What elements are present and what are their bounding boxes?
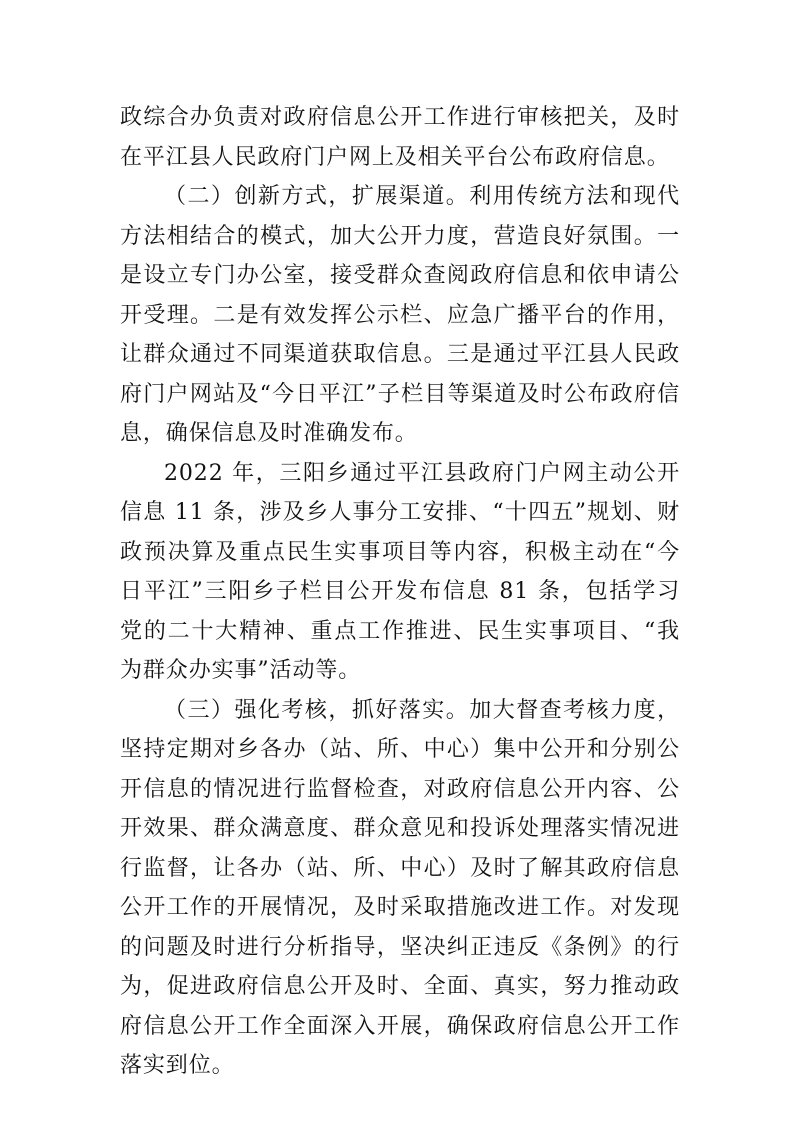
paragraph-2022-statistics: 2022 年，三阳乡通过平江县政府门户网主动公开信息 11 条，涉及乡人事分工安排、“十四五”规划、财政预决算及重点民生实事项目等内容，积极主动在“今日平江”三阳乡子栏目公开发布信息 81 条，包括学习党的二十大精神、重点工作推进、民生实事项目、“我为群众办实事”活动等。 xyxy=(120,460,680,683)
document-body xyxy=(120,98,680,1086)
paragraph-continuation: 政综合办负责对政府信息公开工作进行审核把关，及时在平江县人民政府门户网上及相关平台公布政府信息。 xyxy=(120,105,680,170)
paragraph-section-3-assessment: （三）强化考核，抓好落实。加大督查考核力度，坚持定期对乡各办（站、所、中心）集中公开和分别公开信息的情况进行监督检查，对政府信息公开内容、公开效果、群众满意度、群众意见和投诉处理落实情况进行监督，让各办（站、所、中心）及时了解其政府信息公开工作的开展情况，及时采取措施改进工作。对发现的问题及时进行分析指导，坚决纠正违反《条例》的行为，促进政府信息公开及时、全面、真实，努力推动政府信息公开工作全面深入开展，确保政府信息公开工作落实到位。 xyxy=(120,697,680,1078)
paragraph-section-2-innovation: （二）创新方式，扩展渠道。利用传统方法和现代方法相结合的模式，加大公开力度，营造良好氛围。一是设立专门办公室，接受群众查阅政府信息和依申请公开受理。二是有效发挥公示栏、应急广播平台的作用，让群众通过不同渠道获取信息。三是通过平江县人民政府门户网站及“今日平江”子栏目等渠道及时公布政府信息，确保信息及时准确发布。 xyxy=(120,184,680,446)
